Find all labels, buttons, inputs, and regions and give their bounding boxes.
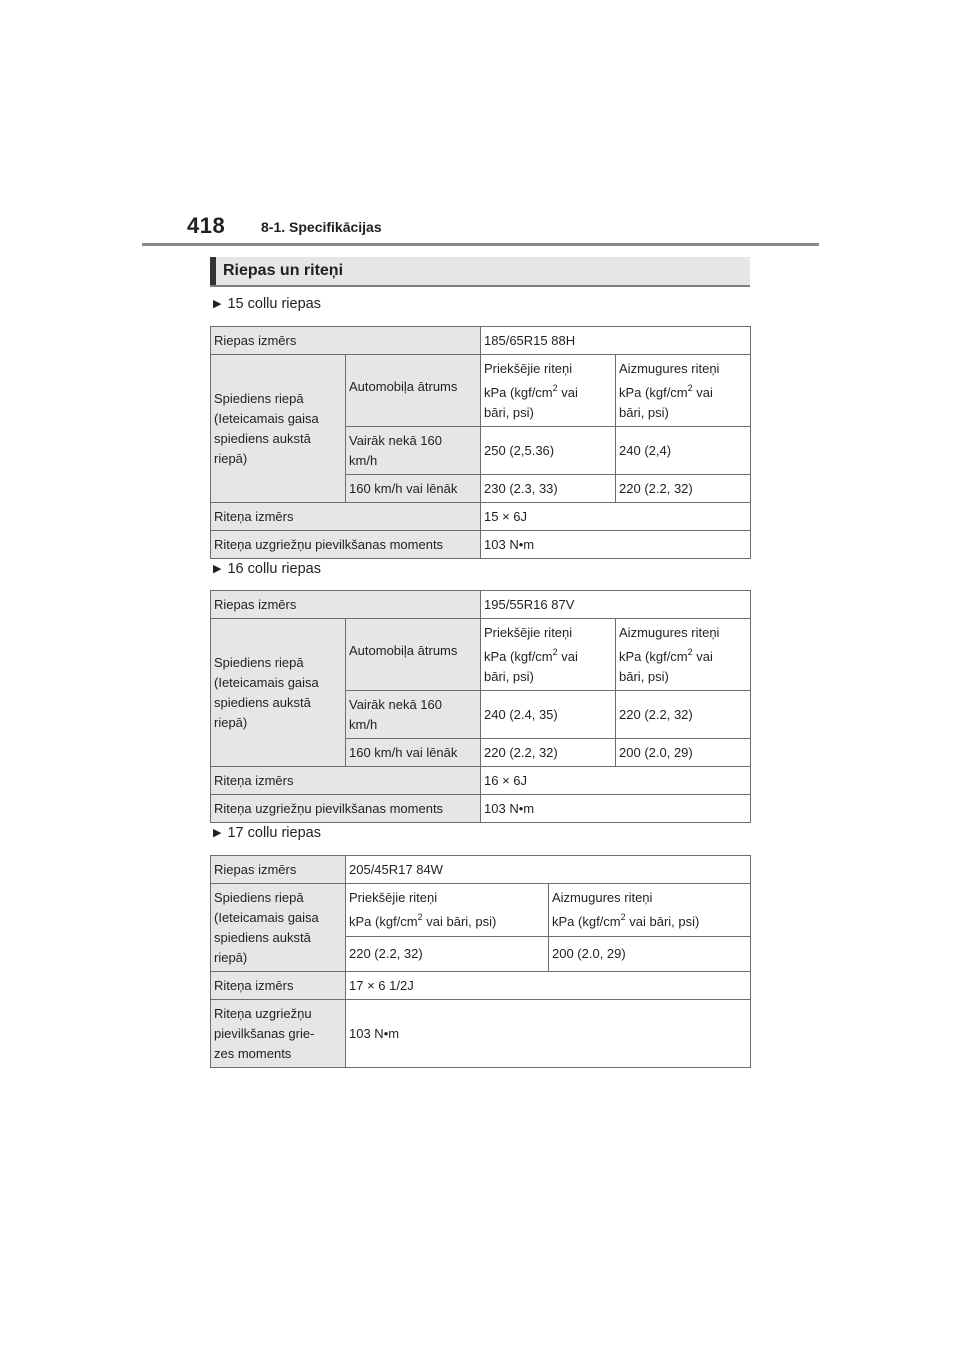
torque-value: 103 N•m bbox=[481, 795, 751, 823]
table-row bbox=[211, 503, 751, 531]
rear-title: Aizmugures riteņi bbox=[552, 890, 653, 905]
wheel-size-value: 16 × 6J bbox=[481, 767, 751, 795]
tire-table-16 bbox=[210, 590, 751, 823]
pressure-label bbox=[211, 355, 346, 503]
front-header bbox=[481, 355, 616, 427]
torque-label-line: Riteņa uzgriežņu bbox=[214, 1006, 312, 1021]
triangle-bullet-icon: ▶ bbox=[213, 563, 222, 575]
speed-cell: Vairāk nekā 160 km/h bbox=[346, 427, 481, 475]
pressure-label-line: (Ieteicamais gaisa bbox=[214, 411, 319, 426]
front-unit-cont: bāri, psi) bbox=[484, 669, 534, 684]
tire-size-label: Riepas izmērs bbox=[211, 591, 481, 619]
table-row bbox=[211, 531, 751, 559]
subsection-label: 16 collu riepas bbox=[227, 561, 321, 577]
pressure-label bbox=[211, 884, 346, 972]
wheel-size-label: Riteņa izmērs bbox=[211, 503, 481, 531]
torque-value: 103 N•m bbox=[346, 1000, 751, 1068]
speed-cell: 160 km/h vai lēnāk bbox=[346, 475, 481, 503]
tire-size-value: 205/45R17 84W bbox=[346, 856, 751, 884]
pressure-label-line: spiediens aukstā bbox=[214, 695, 311, 710]
pressure-label-line: Spiediens riepā bbox=[214, 655, 304, 670]
wheel-size-label: Riteņa izmērs bbox=[211, 972, 346, 1000]
header-divider bbox=[142, 243, 819, 246]
rear-header bbox=[616, 355, 751, 427]
front-header bbox=[481, 619, 616, 691]
heading-text: Riepas un riteņi bbox=[223, 262, 344, 279]
front-pressure: 220 (2.2, 32) bbox=[481, 739, 616, 767]
torque-label-line: zes moments bbox=[214, 1046, 292, 1061]
subsection-17-title bbox=[213, 825, 321, 841]
front-title: Priekšējie riteņi bbox=[349, 890, 438, 905]
table-row bbox=[211, 767, 751, 795]
rear-header bbox=[549, 884, 751, 937]
front-unit: kPa ($kgf/cm^2$ vai bbox=[484, 383, 578, 400]
front-unit: kPa ($kgf/cm^2$ vai bāri, psi) bbox=[349, 912, 497, 929]
rear-title: Aizmugures riteņi bbox=[619, 361, 720, 376]
page-number: 418 bbox=[187, 213, 226, 238]
subsection-label: 15 collu riepas bbox=[227, 296, 321, 312]
rear-pressure: 220 (2.2, 32) bbox=[616, 475, 751, 503]
rear-unit-cont: bāri, psi) bbox=[619, 669, 669, 684]
pressure-label-line: riepā) bbox=[214, 950, 248, 965]
pressure-label-line: (Ieteicamais gaisa bbox=[214, 910, 319, 925]
rear-pressure: 240 (2,4) bbox=[616, 427, 751, 475]
front-pressure: 220 (2.2, 32) bbox=[346, 936, 549, 971]
tire-size-value: 185/65R15 88H bbox=[481, 327, 751, 355]
pressure-label-line: riepā) bbox=[214, 451, 248, 466]
wheel-size-value: 17 × 6 1/2J bbox=[346, 972, 751, 1000]
torque-label: Riteņa uzgriežņu pievilkšanas moments bbox=[211, 795, 481, 823]
torque-value: 103 N•m bbox=[481, 531, 751, 559]
table-row bbox=[211, 619, 751, 691]
tire-size-value: 195/55R16 87V bbox=[481, 591, 751, 619]
table-row bbox=[211, 591, 751, 619]
rear-title: Aizmugures riteņi bbox=[619, 625, 720, 640]
table-row bbox=[211, 856, 751, 884]
rear-pressure: 200 (2.0, 29) bbox=[549, 936, 751, 971]
front-unit: kPa ($kgf/cm^2$ vai bbox=[484, 647, 578, 664]
speed-header: Automobiļa ātrums bbox=[346, 619, 481, 691]
table-row bbox=[211, 355, 751, 427]
pressure-label-line: spiediens aukstā bbox=[214, 930, 311, 945]
pressure-label-line: Spiediens riepā bbox=[214, 890, 304, 905]
wheel-size-label: Riteņa izmērs bbox=[211, 767, 481, 795]
rear-unit: kPa ($kgf/cm^2$ vai bāri, psi) bbox=[552, 912, 700, 929]
speed-cell: Vairāk nekā 160 km/h bbox=[346, 691, 481, 739]
rear-pressure: 220 (2.2, 32) bbox=[616, 691, 751, 739]
pressure-label-line: Spiediens riepā bbox=[214, 391, 304, 406]
section-title: 8-1. Specifikācijas bbox=[261, 219, 382, 235]
front-pressure: 230 (2.3, 33) bbox=[481, 475, 616, 503]
table-row bbox=[211, 795, 751, 823]
tire-table-15 bbox=[210, 326, 751, 559]
pressure-label-line: spiediens aukstā bbox=[214, 431, 311, 446]
section-heading bbox=[210, 257, 750, 287]
pressure-label-line: (Ieteicamais gaisa bbox=[214, 675, 319, 690]
front-pressure: 240 (2.4, 35) bbox=[481, 691, 616, 739]
speed-cell: 160 km/h vai lēnāk bbox=[346, 739, 481, 767]
heading-accent-bar bbox=[210, 257, 216, 285]
speed-header: Automobiļa ātrums bbox=[346, 355, 481, 427]
front-title: Priekšējie riteņi bbox=[484, 361, 573, 376]
subsection-15-title bbox=[213, 296, 321, 312]
pressure-label-line: riepā) bbox=[214, 715, 248, 730]
torque-label: Riteņa uzgriežņu pievilkšanas moments bbox=[211, 531, 481, 559]
front-header bbox=[346, 884, 549, 937]
table-row bbox=[211, 884, 751, 937]
rear-pressure: 200 (2.0, 29) bbox=[616, 739, 751, 767]
table-row bbox=[211, 1000, 751, 1068]
table-row bbox=[211, 972, 751, 1000]
subsection-label: 17 collu riepas bbox=[227, 825, 321, 841]
torque-label-line: pievilkšanas grie- bbox=[214, 1026, 315, 1041]
rear-unit: kPa ($kgf/cm^2$ vai bbox=[619, 383, 713, 400]
pressure-label bbox=[211, 619, 346, 767]
front-title: Priekšējie riteņi bbox=[484, 625, 573, 640]
table-row bbox=[211, 327, 751, 355]
subsection-16-title bbox=[213, 561, 321, 577]
triangle-bullet-icon: ▶ bbox=[213, 827, 222, 839]
rear-header bbox=[616, 619, 751, 691]
front-pressure: 250 (2,5.36) bbox=[481, 427, 616, 475]
rear-unit: kPa ($kgf/cm^2$ vai bbox=[619, 647, 713, 664]
wheel-size-value: 15 × 6J bbox=[481, 503, 751, 531]
tire-size-label: Riepas izmērs bbox=[211, 856, 346, 884]
torque-label bbox=[211, 1000, 346, 1068]
tire-size-label: Riepas izmērs bbox=[211, 327, 481, 355]
triangle-bullet-icon: ▶ bbox=[213, 298, 222, 310]
front-unit-cont: bāri, psi) bbox=[484, 405, 534, 420]
rear-unit-cont: bāri, psi) bbox=[619, 405, 669, 420]
tire-table-17 bbox=[210, 855, 751, 1068]
